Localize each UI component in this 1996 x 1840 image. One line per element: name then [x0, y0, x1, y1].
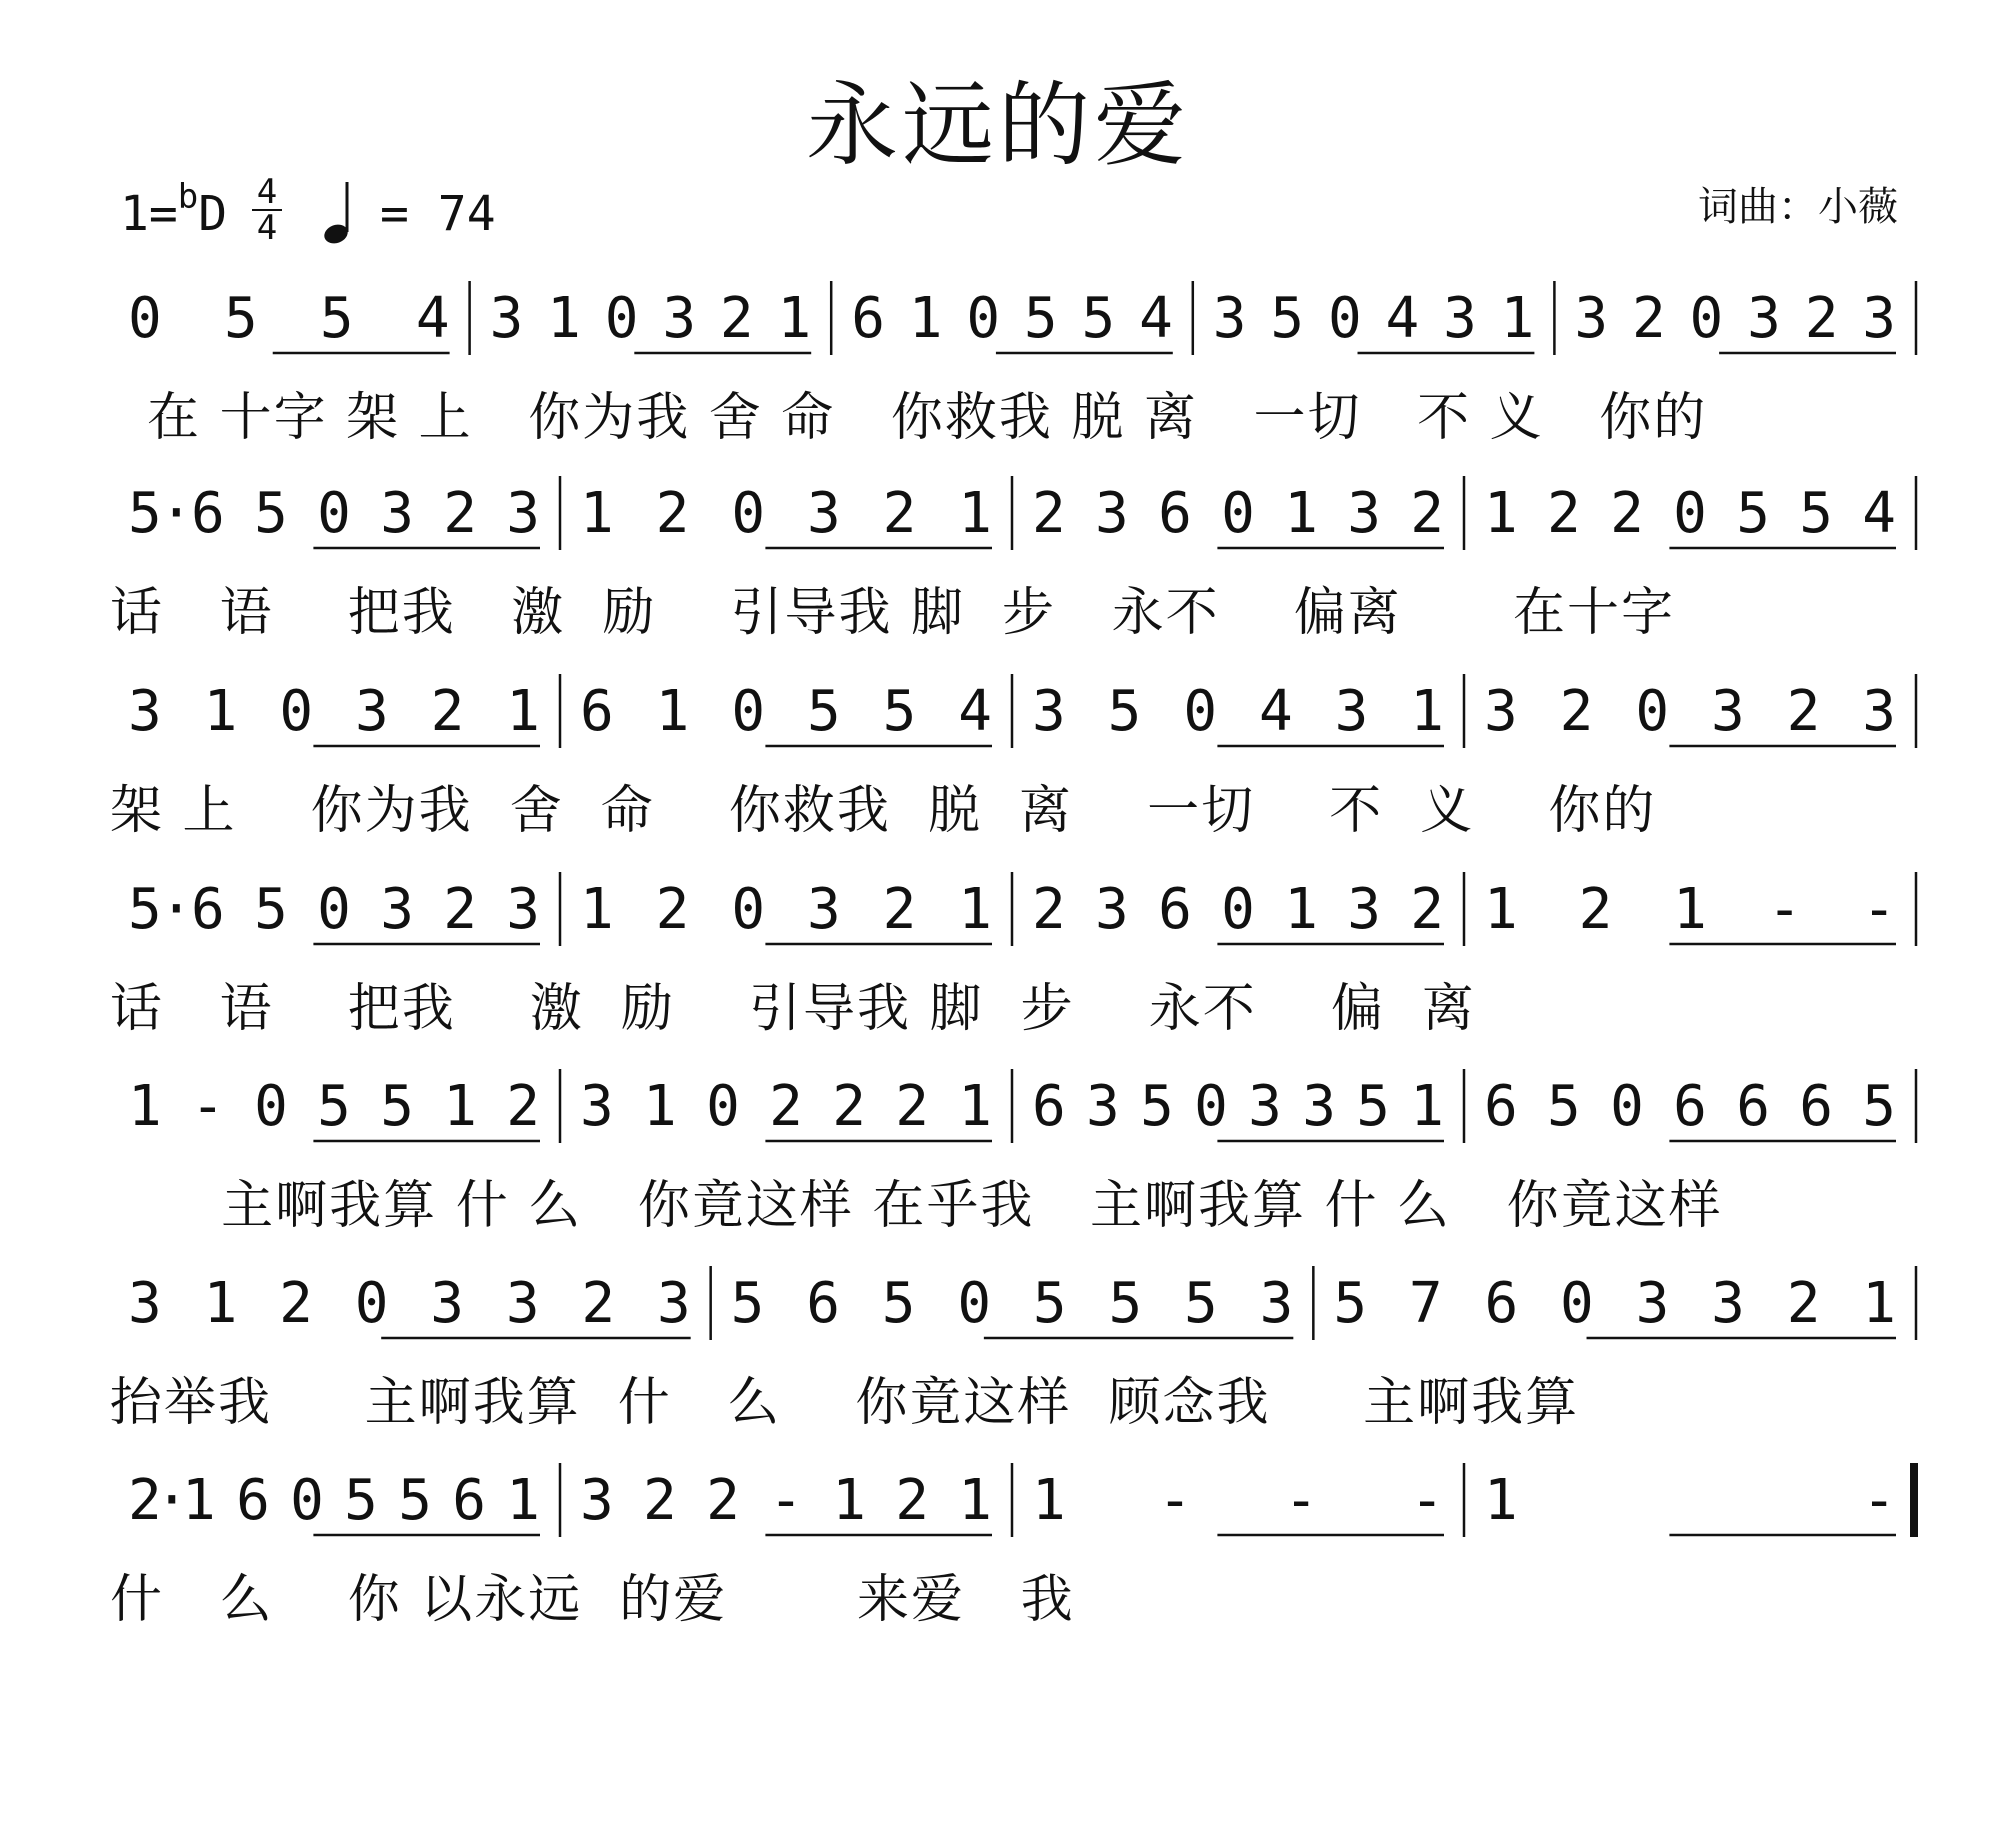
measure-notes: 1 - - -: [1032, 1468, 1444, 1533]
song-title: 永远的爱: [805, 72, 1190, 179]
lyrics-row: 在 十字 架 上 你为我 舍 命 你救我 脱 离 一切 不 义 你的: [110, 388, 1708, 448]
measure-notes: 2 3 6 0 1 3 2: [1032, 877, 1444, 942]
score-system: [0, 275, 1996, 455]
measure-notes: 3 2 0 3 2 3: [1484, 679, 1896, 744]
score-system: [0, 668, 1996, 848]
score-system: [0, 1260, 1996, 1440]
measure-notes: 3 2 2 - 1 2 1: [580, 1468, 992, 1533]
measure-notes: 5·6 5 0 3 2 3: [128, 481, 540, 546]
measure-notes: 3 1 2 0 3 3 2 3: [128, 1271, 691, 1336]
measure-notes: 3 5 0 4 3 1: [1212, 286, 1535, 351]
measure-notes: 1 2 1 - -: [1484, 877, 1896, 942]
measure-notes: 1 2 0 3 2 1: [580, 481, 992, 546]
composer-credit: 词曲：小薇: [1698, 184, 1898, 230]
lyrics-row: 主啊我算 什 么 你竟这样 在乎我 主啊我算 什 么 你竟这样: [110, 1176, 1723, 1236]
time-signature-top: 4: [256, 172, 278, 212]
notes-row: [110, 275, 1918, 375]
measure-notes: 1 -: [1484, 1468, 1896, 1533]
lyrics-row: 话 语 把我 激 励 引导我 脚 步 永不 偏离 在十字: [110, 583, 1675, 643]
key-prefix: 1=: [120, 186, 178, 242]
notes-row: [110, 866, 1918, 966]
measure-notes: 6 1 0 5 5 4: [580, 679, 992, 744]
lyrics-row: 什 么 你 以永远 的爱 来爱 我: [110, 1570, 1075, 1630]
measure-notes: 1 - 0 5 5 1 2: [128, 1074, 540, 1139]
measure-notes: 1 2 0 3 2 1: [580, 877, 992, 942]
lyrics-row: 抬举我 主啊我算 什 么 你竟这样 顾念我 主啊我算: [110, 1373, 1580, 1433]
measure-notes: 5·6 5 0 3 2 3: [128, 877, 540, 942]
notes-row: [110, 1260, 1918, 1360]
notes-row: [110, 1457, 1918, 1557]
time-signature-bottom: 4: [256, 208, 278, 248]
measure-notes: 6 3 5 0 3 3 5 1: [1032, 1074, 1444, 1139]
measure-notes: 2·1 6 0 5 5 6 1: [128, 1468, 540, 1533]
score-system: [0, 866, 1996, 1046]
tempo-value: = 74: [380, 186, 496, 242]
notes-row: [110, 668, 1918, 768]
lyrics-row: 架 上 你为我 舍 命 你救我 脱 离 一切 不 义 你的: [110, 781, 1657, 841]
score-system: [0, 470, 1996, 650]
measure-notes: 1 2 2 0 5 5 4: [1484, 481, 1896, 546]
measure-notes: 3 1 0 3 2 1: [128, 679, 540, 744]
score-system: [0, 1457, 1996, 1637]
measure-notes: 5 6 5 0 5 5 5 3: [730, 1271, 1294, 1336]
measure-notes: 5 7 6 0 3 3 2 1: [1333, 1271, 1896, 1336]
measure-notes: 6 1 0 5 5 4: [851, 286, 1173, 351]
lyrics-row: 话 语 把我 激 励 引导我 脚 步 永不 偏 离: [110, 979, 1476, 1039]
flat-sign: b: [177, 177, 199, 217]
key-note: D: [198, 186, 228, 242]
measure-notes: 3 1 0 3 2 1: [489, 286, 812, 351]
measure-notes: 3 5 0 4 3 1: [1032, 679, 1444, 744]
measure-notes: 0 5 5 4: [128, 286, 450, 351]
notes-row: [110, 470, 1918, 570]
measure-notes: 6 5 0 6 6 6 5: [1484, 1074, 1896, 1139]
measure-notes: 3 2 0 3 2 3: [1574, 286, 1896, 351]
notes-row: [110, 1063, 1918, 1163]
score-system: [0, 1063, 1996, 1243]
measure-notes: 2 3 6 0 1 3 2: [1032, 481, 1444, 546]
measure-notes: 3 1 0 2 2 2 1: [580, 1074, 992, 1139]
